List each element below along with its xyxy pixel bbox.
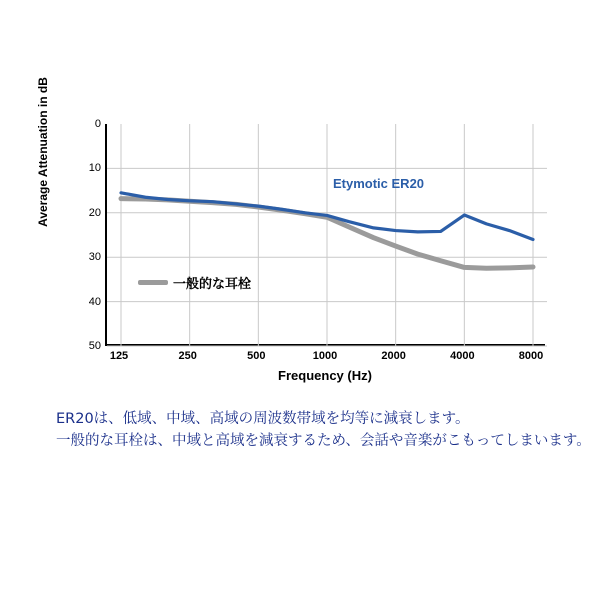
caption-block bbox=[56, 408, 591, 453]
caption-line-1: ER20は、低域、中域、高域の周波数帯域を均等に減衰します。 bbox=[56, 411, 470, 427]
x-tick-label: 4000 bbox=[450, 350, 475, 362]
y-axis-tick-labels bbox=[68, 118, 101, 352]
y-tick-label: 50 bbox=[88, 340, 101, 352]
x-tick-label: 500 bbox=[247, 350, 266, 362]
x-axis-tick-labels bbox=[105, 346, 545, 366]
x-axis-title: Frequency (Hz) bbox=[278, 368, 372, 383]
y-tick-label: 10 bbox=[88, 162, 101, 175]
legend-swatch-generic-earplug bbox=[138, 280, 168, 285]
y-tick-label: 20 bbox=[88, 206, 101, 219]
x-tick-label: 125 bbox=[109, 350, 129, 362]
y-axis-title: Average Attenuation in dB bbox=[36, 77, 50, 227]
y-tick-label: 0 bbox=[94, 118, 101, 130]
x-tick-label: 2000 bbox=[381, 350, 406, 362]
x-tick-label: 8000 bbox=[518, 350, 544, 362]
x-tick-label: 1000 bbox=[312, 350, 338, 362]
y-tick-label: 40 bbox=[88, 295, 101, 308]
chart-lines bbox=[107, 124, 547, 346]
legend-item-er20: Etymotic ER20 bbox=[333, 176, 425, 191]
plot-area bbox=[105, 124, 545, 346]
grid-group bbox=[107, 124, 547, 346]
legend-item-generic-earplug: 一般的な耳栓 bbox=[173, 276, 252, 291]
y-tick-label: 30 bbox=[88, 251, 101, 264]
caption-line-2: 一般的な耳栓は、中域と高域を減衰するため、会話や音楽がこもってしまいます。 bbox=[56, 433, 591, 450]
x-tick-label: 250 bbox=[178, 350, 197, 362]
chart-container bbox=[0, 77, 600, 400]
